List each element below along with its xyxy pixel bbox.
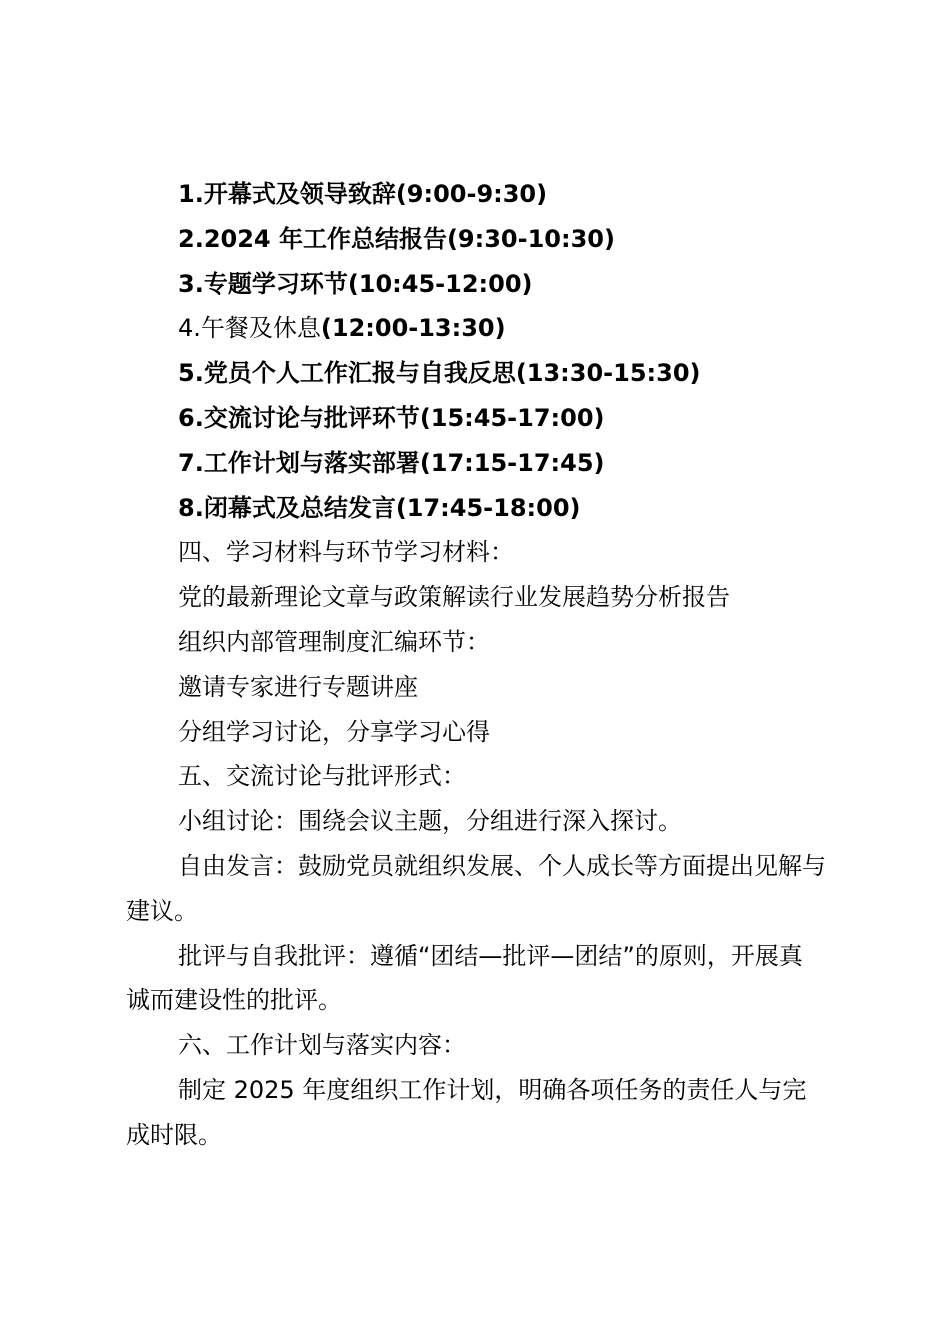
- section5-paragraph-3: 批评与自我批评：遵循“团结—批评—团结”的原则，开展真诚而建设性的批评。: [126, 941, 803, 1015]
- document-body: [126, 172, 826, 1158]
- agenda-item-3: 3.专题学习环节(10:45-12:00): [178, 269, 533, 298]
- section4-item-4: 分组学习讨论，分享学习心得: [178, 717, 490, 746]
- agenda-item-5: 5.党员个人工作汇报与自我反思(13:30-15:30): [178, 359, 701, 388]
- agenda-item-4-time: (12:00-13:30): [320, 314, 506, 343]
- agenda-item-8: 8.闭幕式及总结发言(17:45-18:00): [178, 493, 581, 522]
- section5-heading: 五、交流讨论与批评形式：: [178, 762, 466, 791]
- agenda-item-4-label: 4.午餐及休息: [178, 314, 321, 343]
- section6-paragraph-1: 制定 2025 年度组织工作计划，明确各项任务的责任人与完成时限。: [126, 1075, 807, 1149]
- agenda-item-2: 2.2024 年工作总结报告(9:30-10:30): [178, 224, 615, 253]
- agenda-item-1: 1.开幕式及领导致辞(9:00-9:30): [178, 180, 548, 208]
- section4-item-1: 党的最新理论文章与政策解读行业发展趋势分析报告: [178, 583, 730, 612]
- section5-paragraph-2: 自由发言：鼓励党员就组织发展、个人成长等方面提出见解与建议。: [126, 851, 826, 925]
- section4-item-3: 邀请专家进行专题讲座: [178, 672, 418, 701]
- section4-heading: 四、学习材料与环节学习材料：: [178, 538, 514, 567]
- section5-paragraph-1: 小组讨论：围绕会议主题，分组进行深入探讨。: [178, 807, 682, 836]
- agenda-item-7: 7.工作计划与落实部署(17:15-17:45): [178, 448, 605, 477]
- section6-heading: 六、工作计划与落实内容：: [178, 1031, 466, 1060]
- agenda-item-6: 6.交流讨论与批评环节(15:45-17:00): [178, 403, 605, 432]
- section4-item-2: 组织内部管理制度汇编环节：: [178, 627, 490, 656]
- agenda-item-4: [126, 306, 826, 351]
